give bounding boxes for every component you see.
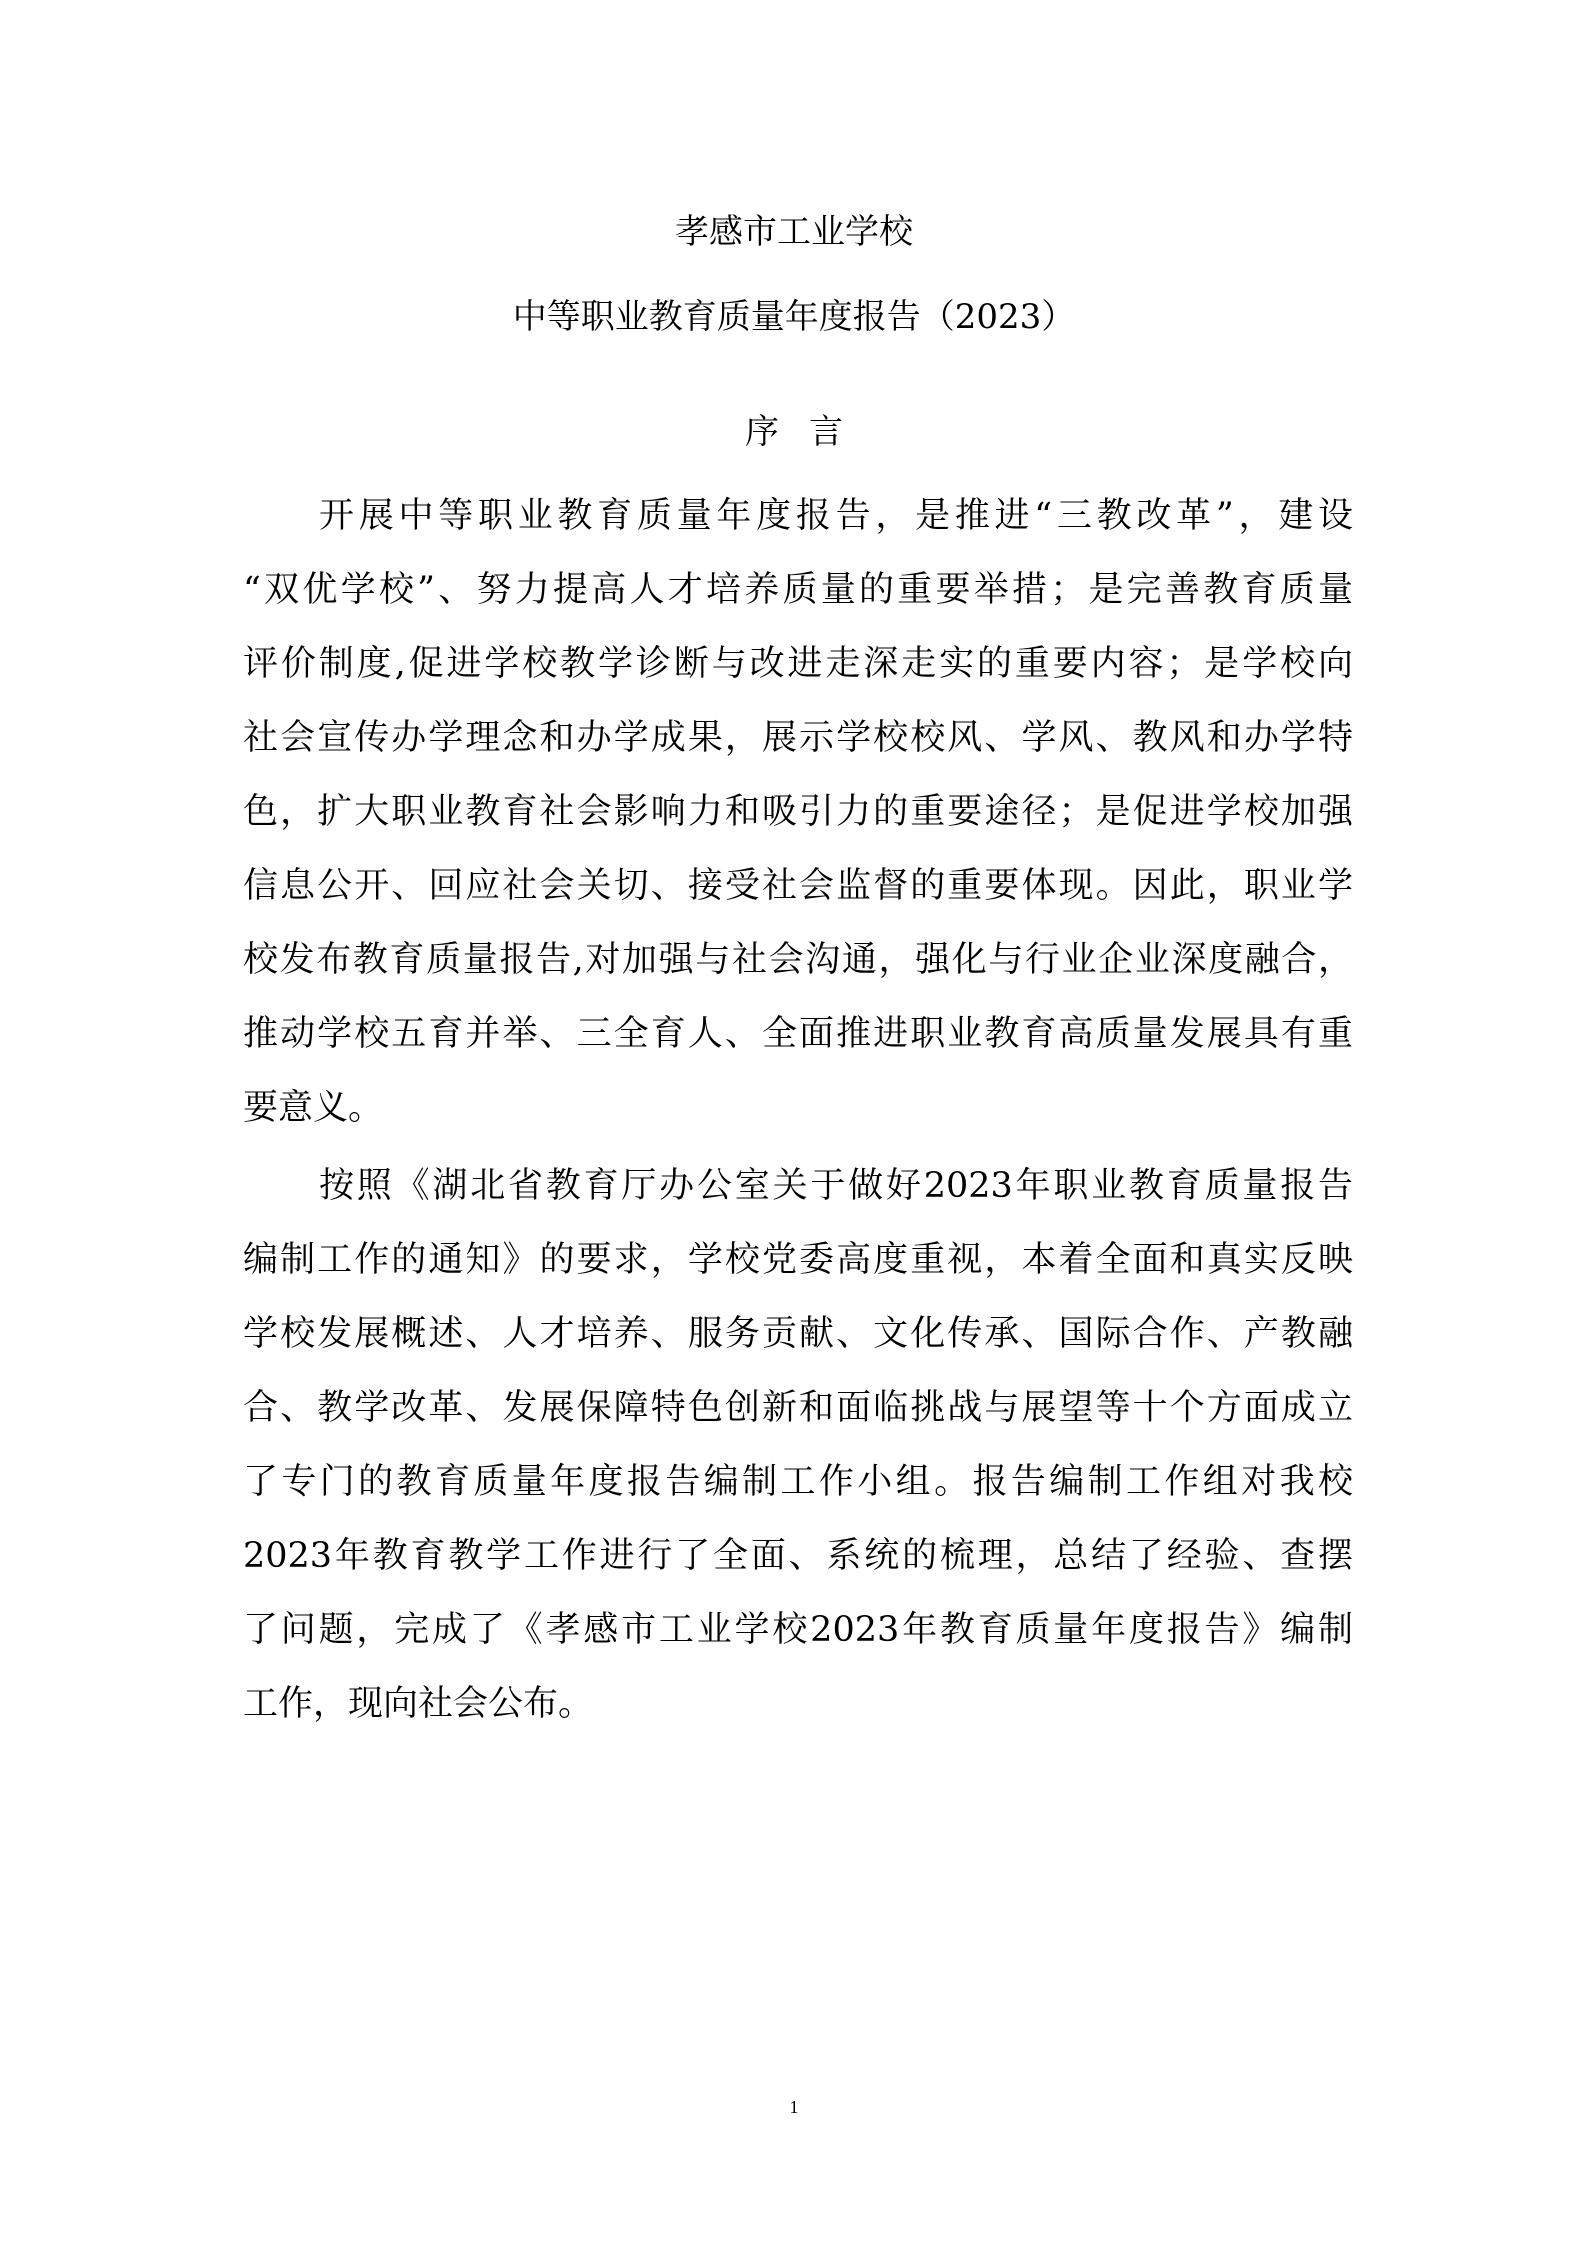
paragraph-intro <box>243 479 1353 1145</box>
paragraph-line: 了专门的教育质量年度报告编制工作小组。报告编制工作组对我校 <box>243 1462 1353 1502</box>
paragraph-compilation <box>243 1149 1353 1741</box>
paragraph-line: 校发布教育质量报告,对加强与社会沟通，强化与行业企业深度融合， <box>243 940 1353 980</box>
paragraph-line: 2023年教育教学工作进行了全面、系统的梳理，总结了经验、查摆 <box>243 1536 1353 1576</box>
paragraph-line: 开展中等职业教育质量年度报告，是推进“三教改革”，建设 <box>319 496 1353 536</box>
paragraph-line: 评价制度,促进学校教学诊断与改进走深走实的重要内容；是学校向 <box>243 644 1353 684</box>
paragraph-line: 要意义。 <box>243 1088 384 1128</box>
preface-heading: 序言 <box>745 412 873 452</box>
paragraph-line: 工作，现向社会公布。 <box>243 1684 594 1724</box>
paragraph-line: 信息公开、回应社会关切、接受社会监督的重要体现。因此，职业学 <box>243 866 1353 906</box>
school-name-heading: 孝感市工业学校 <box>675 212 913 252</box>
paragraph-line: 学校发展概述、人才培养、服务贡献、文化传承、国际合作、产教融 <box>243 1314 1353 1354</box>
paragraph-line: 编制工作的通知》的要求，学校党委高度重视，本着全面和真实反映 <box>243 1240 1353 1280</box>
paragraph-line: 合、教学改革、发展保障特色创新和面临挑战与展望等十个方面成立 <box>243 1388 1353 1428</box>
paragraph-line: 推动学校五育并举、三全育人、全面推进职业教育高质量发展具有重 <box>243 1014 1353 1054</box>
paragraph-line: 了问题，完成了《孝感市工业学校2023年教育质量年度报告》编制 <box>243 1610 1353 1650</box>
paragraph-line: 按照《湖北省教育厅办公室关于做好2023年职业教育质量报告 <box>319 1166 1353 1206</box>
paragraph-line: “双优学校”、努力提高人才培养质量的重要举措；是完善教育质量 <box>243 570 1353 610</box>
page-number: 1 <box>789 2097 799 2117</box>
paragraph-line: 社会宣传办学理念和办学成果，展示学校校风、学风、教风和办学特 <box>243 718 1353 758</box>
report-title-heading: 中等职业教育质量年度报告（2023） <box>512 297 1076 337</box>
paragraph-line: 色，扩大职业教育社会影响力和吸引力的重要途径；是促进学校加强 <box>243 792 1353 832</box>
